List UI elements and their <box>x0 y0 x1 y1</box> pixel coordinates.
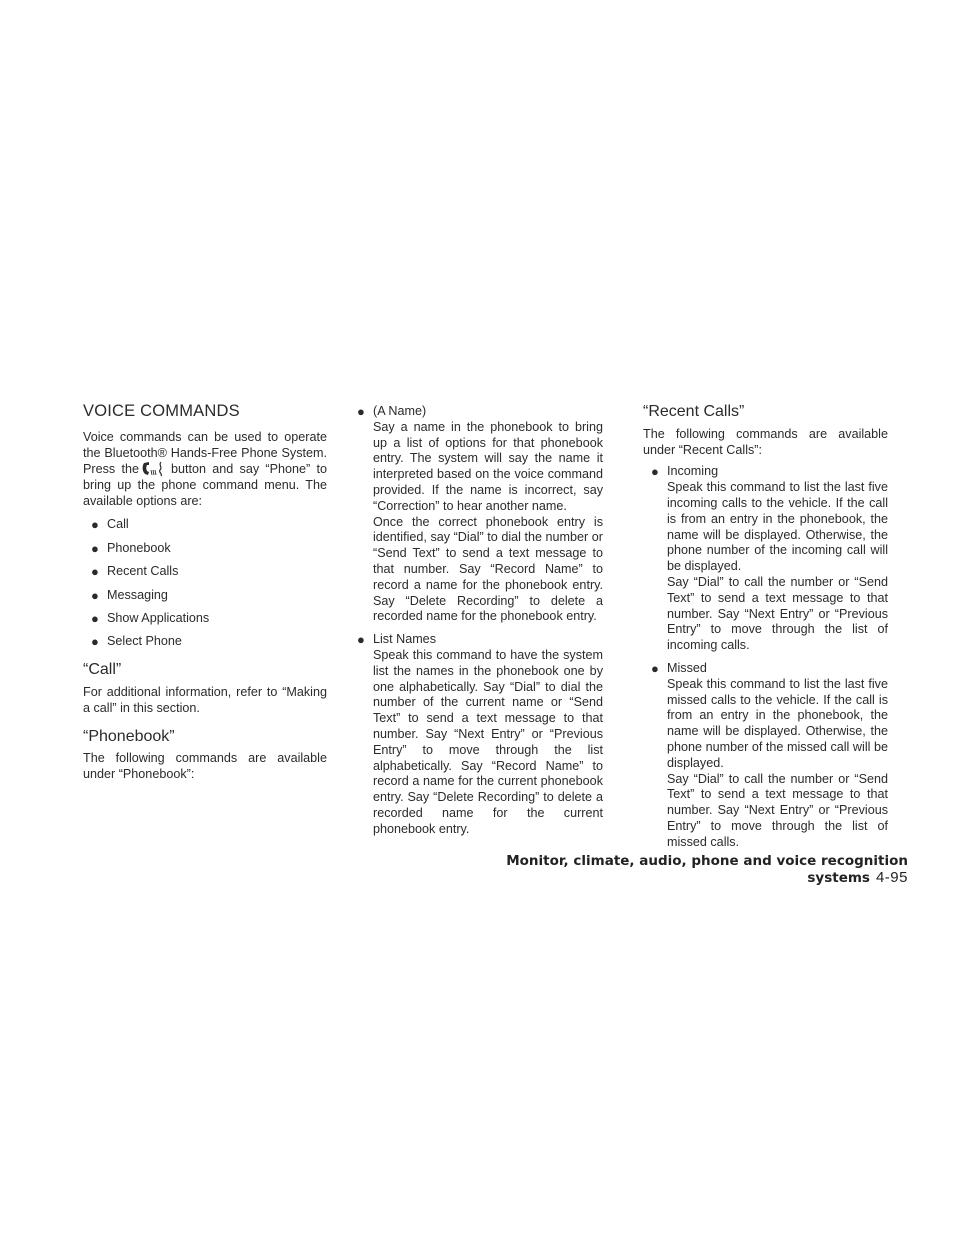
entry-body-2: Say “Dial” to call the number or “Send Text” to send a text message to that number. Say “Next Entry” or “Previous Entry” to move through the list of incoming calls. <box>667 574 888 653</box>
entry-body: Speak this command to have the system list the names in the phonebook one by one alphabetically. Say “Dial” to dial the number of the current name or “Send Text” to send a text message to that number. Say “Next Entry” or “Previous Entry” to move through the list alphabetically. Say “Record Name” to record a name for the current phonebook entry. Say “Delete Recording” to delete a recorded name for the current phonebook entry. <box>373 647 603 836</box>
list-item: ● Phonebook <box>91 540 171 556</box>
bullet-icon: ● <box>91 564 99 580</box>
recent-calls-intro: The following commands are available under “Recent Calls”: <box>643 426 888 457</box>
bullet-icon: ● <box>357 404 365 419</box>
column-left <box>83 404 327 783</box>
column-middle <box>357 404 603 845</box>
recent-entry-missed <box>651 661 888 851</box>
bullet-icon: ● <box>91 587 99 603</box>
recent-calls-heading: “Recent Calls” <box>643 403 745 420</box>
talk-button-icon <box>140 461 170 477</box>
bullet-icon: ● <box>651 660 659 676</box>
list-item: ● Messaging <box>91 587 168 603</box>
list-item: ● Select Phone <box>91 634 182 650</box>
entry-body-2: Once the correct phonebook entry is identified, say “Dial” to dial the number or “Send Text” to send a text message to that number. Say “Record Name” to record a name for the phonebook entry. Say “Delete Recording” to delete a recorded name for the phonebook entry. <box>373 514 603 624</box>
phonebook-heading: “Phonebook” <box>83 727 175 745</box>
call-body: For additional information, refer to “Making a call” in this section. <box>83 684 327 715</box>
options-list <box>83 517 327 650</box>
call-heading: “Call” <box>83 661 122 679</box>
chapter-title: Monitor, climate, audio, phone and voice recognition systems <box>506 853 908 886</box>
bullet-icon: ● <box>91 540 99 556</box>
entry-title: Missed <box>667 660 707 675</box>
phonebook-entry-name <box>357 404 603 625</box>
column-right <box>643 404 888 858</box>
bullet-icon: ● <box>91 610 99 626</box>
list-item: ● Show Applications <box>91 610 210 626</box>
page-number: 4-95 <box>875 869 908 886</box>
entry-title: (A Name) <box>373 404 427 418</box>
bullet-icon: ● <box>91 634 99 650</box>
bullet-icon: ● <box>91 517 99 533</box>
entry-body: Say a name in the phonebook to bring up a list of options for that phonebook entry. The system will say the name it interpreted based on the voice command provided. If the name is incorrect, say “Correction” to hear another name. <box>373 419 603 513</box>
recent-calls-list <box>643 464 888 850</box>
section-intro: Voice commands can be used to operate the Bluetooth® Hands-Free Phone System. Press the button and say “Phone” to bring up the phone command menu. The available options are: <box>83 429 327 508</box>
list-item: ● Recent Calls <box>91 564 179 580</box>
section-title: VOICE COMMANDS <box>83 402 240 420</box>
entry-title: List Names <box>373 632 436 647</box>
phonebook-intro: The following commands are available under “Phonebook”: <box>83 751 327 782</box>
recent-entry-incoming <box>651 464 888 654</box>
page-footer <box>452 853 908 886</box>
entry-body: Speak this command to list the last five missed calls to the vehicle. If the call is from an entry in the phonebook, the name will be displayed. Otherwise, the phone number of the missed call will be displayed. <box>667 676 888 770</box>
phonebook-entry-list-names <box>357 632 603 837</box>
entry-body-2: Say “Dial” to call the number or “Send Text” to send a text message to that number. Say “Next Entry” or “Previous Entry” to move through the list of missed calls. <box>667 771 888 849</box>
entry-body: Speak this command to list the last five incoming calls to the vehicle. If the call is from an entry in the phonebook, the name will be displayed. Otherwise, the phone number of the incoming call will be displayed. <box>667 480 888 574</box>
list-item: ● Call <box>91 517 129 533</box>
bullet-icon: ● <box>357 632 365 648</box>
entry-title: Incoming <box>667 464 719 479</box>
bullet-icon: ● <box>651 464 659 480</box>
